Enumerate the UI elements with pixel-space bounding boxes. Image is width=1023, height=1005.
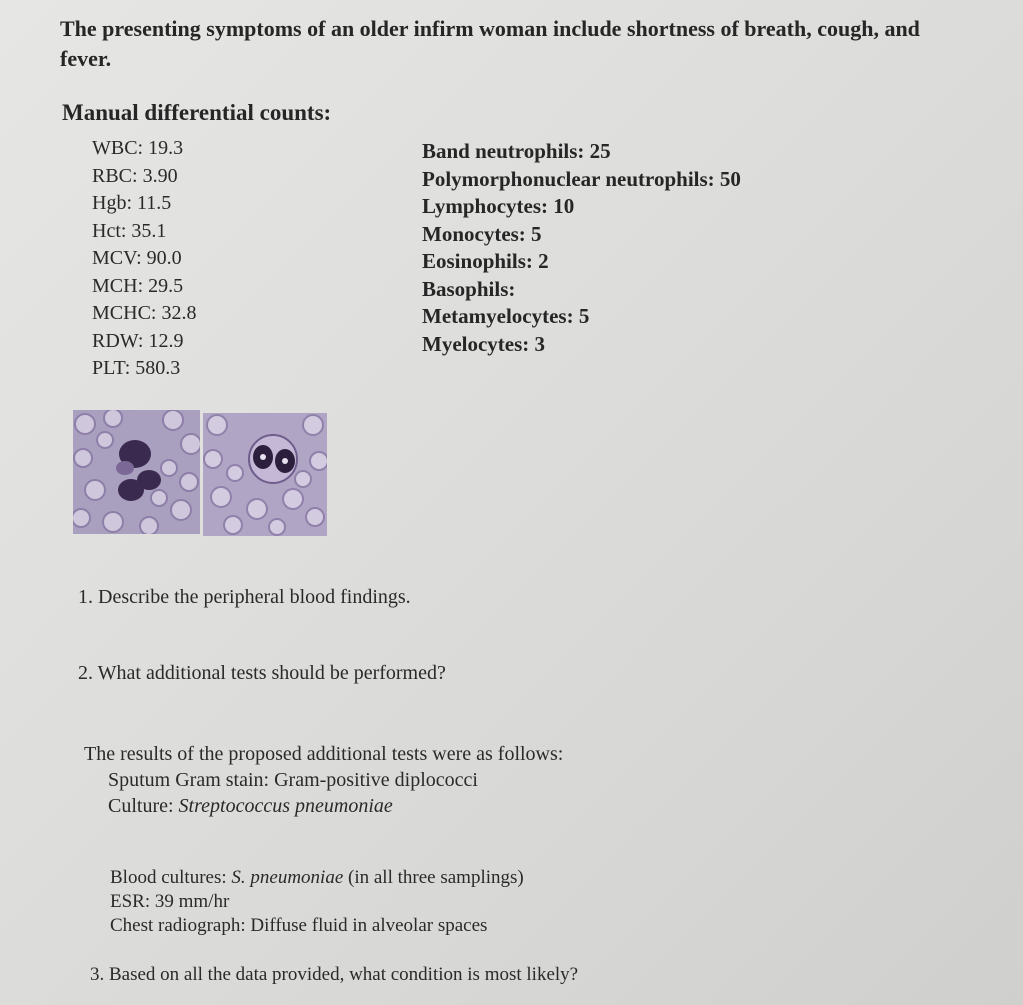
cbc-plt: PLT: 580.3 [92, 357, 181, 379]
diff-eosinophils: Eosinophils: 2 [422, 249, 549, 273]
cbc-mchc: MCHC: 32.8 [92, 302, 197, 324]
culture-organism: Streptococcus pneumoniae [178, 795, 393, 817]
blood-cultures-label: Blood cultures: [110, 867, 232, 888]
question-1: 1. Describe the peripheral blood findings. [78, 586, 411, 608]
diff-basophils: Basophils: [422, 276, 516, 301]
culture-result [84, 793, 563, 819]
culture-label: Culture: [108, 795, 179, 817]
diff-metamyelocytes: Metamyelocytes: 5 [422, 304, 590, 328]
cbc-mch: MCH: 29.5 [92, 274, 184, 297]
intro-text-line-2: fever. [60, 46, 112, 71]
diff-band-neutrophils: Band neutrophils: 25 [422, 139, 611, 163]
cbc-rbc: RBC: 3.90 [92, 164, 178, 187]
blood-cultures-note: (in all three samplings) [343, 867, 524, 888]
blood-cultures-result [110, 866, 524, 890]
differential-heading: Manual differential counts: [62, 100, 332, 125]
esr-result: ESR: 39 mm/hr [110, 891, 230, 912]
blood-cultures-organism: S. pneumoniae [231, 867, 344, 888]
cbc-rdw: RDW: 12.9 [92, 329, 184, 352]
cbc-mcv: MCV: 90.0 [92, 247, 182, 269]
cbc-hgb: Hgb: 11.5 [92, 192, 172, 214]
gram-stain-result: Sputum Gram stain: Gram-positive diplococci [108, 769, 478, 791]
cbc-hct: Hct: 35.1 [92, 219, 167, 242]
chest-radiograph-result: Chest radiograph: Diffuse fluid in alveolar spaces [110, 915, 488, 936]
question-2: 2. What additional tests should be performed? [78, 662, 446, 684]
diff-pmn: Polymorphonuclear neutrophils: 50 [422, 166, 741, 191]
additional-tests-results [84, 741, 563, 819]
blood-smear-image-1 [73, 410, 200, 534]
differential-list [422, 138, 741, 358]
intro-text-line-1: The presenting symptoms of an older infirm woman include shortness of breath, cough, and [60, 16, 920, 41]
blood-smear-image-2 [203, 413, 327, 536]
results-intro: The results of the proposed additional tests were as follows: [84, 743, 564, 765]
diff-myelocytes: Myelocytes: 3 [422, 331, 546, 356]
cbc-values-list [92, 135, 196, 383]
cbc-wbc: WBC: 19.3 [92, 137, 184, 159]
diff-monocytes: Monocytes: 5 [422, 221, 542, 246]
question-3: 3. Based on all the data provided, what condition is most likely? [90, 964, 579, 985]
diff-lymphocytes: Lymphocytes: 10 [422, 194, 575, 218]
more-results [110, 866, 524, 938]
